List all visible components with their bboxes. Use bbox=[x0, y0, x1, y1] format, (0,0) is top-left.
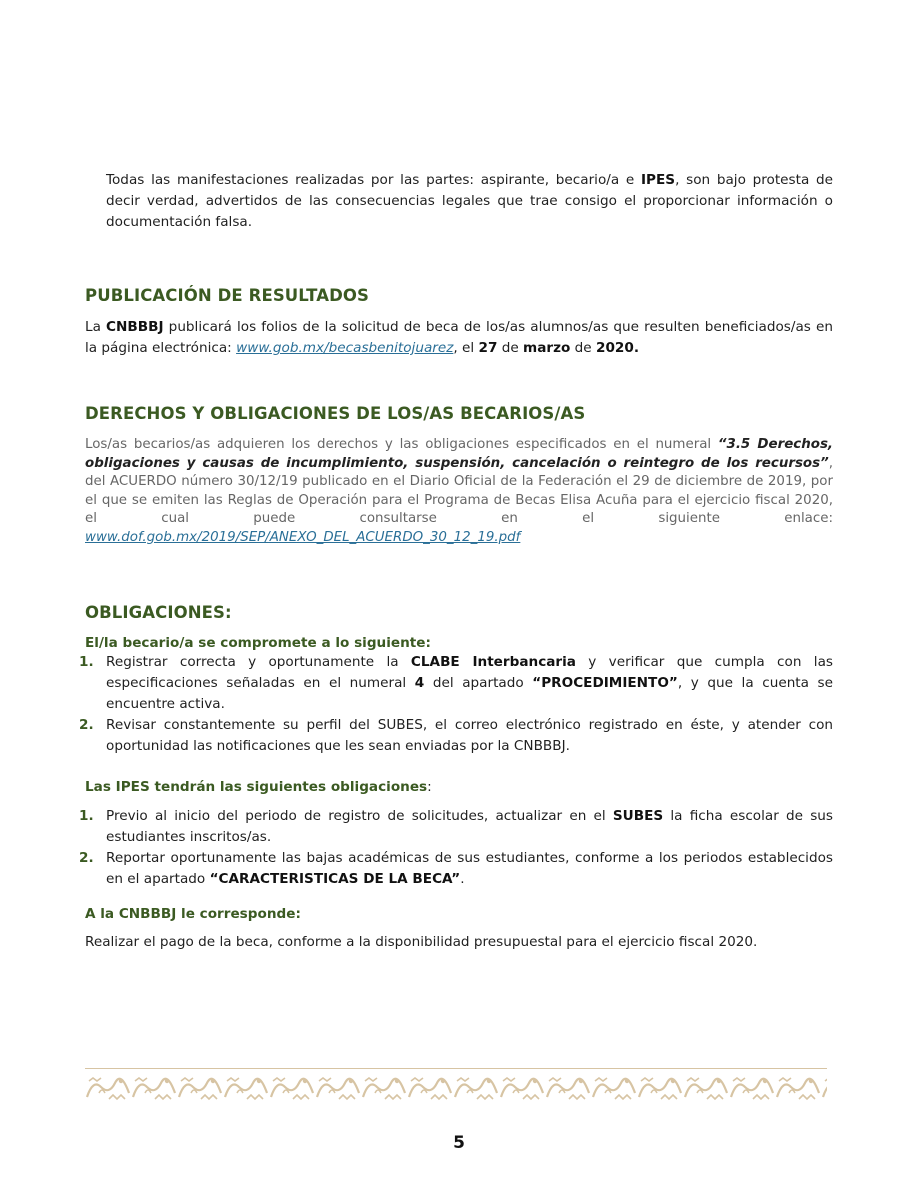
der-numeral: “3.5 Derechos, obligaciones y causas de incumplimiento, suspensión, cancelación o reintegro de los recursos” bbox=[85, 437, 834, 471]
derechos-paragraph bbox=[85, 436, 833, 547]
item-text: y verificar que cumpla con las especificaciones señaladas en el numeral bbox=[106, 654, 833, 691]
item-text: del apartado bbox=[424, 675, 533, 691]
list-number: 2. bbox=[79, 850, 94, 866]
pub-month: marzo bbox=[523, 340, 571, 356]
item-text: la ficha escolar de sus estudiantes inscritos/as. bbox=[106, 808, 834, 845]
cnbbbj-subheading: A la CNBBBJ le corresponde: bbox=[85, 906, 301, 922]
pub-text-1: La bbox=[85, 319, 107, 335]
cnbbbj-paragraph: Realizar el pago de la beca, conforme a la disponibilidad presupuestal para el ejercicio fiscal 2020. bbox=[85, 934, 758, 950]
pub-year: 2020. bbox=[595, 340, 639, 356]
pub-text-8: de bbox=[570, 340, 596, 356]
intro-paragraph bbox=[106, 170, 833, 233]
intro-text-1: Todas las manifestaciones realizadas por las partes: aspirante, becario/a e bbox=[106, 172, 641, 188]
der-text-3: , del ACUERDO número 30/12/19 publicado en el Diario Oficial de la Federación el 29 de diciembre de 2019, por el que se emiten las Reglas de Operación para el Programa de Becas Elisa Acuña para el ejercicio fiscal 2020, el cual puede consultarse en el siguiente enlace: bbox=[85, 455, 833, 526]
der-text-1: Los/as becarios/as adquieren los derechos y las obligaciones especificados en el numeral bbox=[85, 437, 718, 452]
becario-subheading: El/la becario/a se compromete a lo siguiente: bbox=[85, 635, 431, 651]
becario-item-1 bbox=[79, 652, 833, 715]
list-number: 2. bbox=[79, 717, 94, 733]
ipes-subheading bbox=[85, 779, 432, 795]
intro-ipes: IPES bbox=[640, 172, 676, 188]
obligaciones-heading: OBLIGACIONES: bbox=[85, 603, 232, 622]
pub-cnbbbj: CNBBBJ bbox=[106, 319, 164, 335]
becas-link[interactable]: www.gob.mx/becasbenitojuarez bbox=[236, 340, 454, 356]
pub-day: 27 bbox=[478, 340, 498, 356]
subes-bold: SUBES bbox=[612, 808, 664, 824]
item-text: . bbox=[460, 871, 465, 887]
clabe-bold: CLABE Interbancaria bbox=[410, 654, 576, 670]
footer-divider bbox=[85, 1068, 827, 1069]
derechos-heading: DERECHOS Y OBLIGACIONES DE LOS/AS BECARIOS/AS bbox=[85, 404, 586, 423]
ipes-subheading-text: Las IPES tendrán las siguientes obligaciones bbox=[85, 779, 428, 795]
list-number: 1. bbox=[79, 808, 94, 824]
becario-item-2 bbox=[79, 715, 833, 757]
ipes-item-2 bbox=[79, 848, 833, 890]
ipes-colon: : bbox=[427, 779, 432, 795]
dof-link[interactable]: www.dof.gob.mx/2019/SEP/ANEXO_DEL_ACUERDO_30_12_19.pdf bbox=[85, 529, 521, 545]
item-text: Registrar correcta y oportunamente la bbox=[106, 654, 411, 670]
pub-text-3: publicará los folios de la solicitud de beca de los/as alumnos/as que resulten beneficiados/as en la página electrónica: bbox=[85, 319, 833, 356]
item-text: Revisar constantemente su perfil del SUBES, el correo electrónico registrado en éste, y atender con oportunidad las notificaciones que les sean enviadas por la CNBBBJ. bbox=[106, 717, 833, 754]
pub-text-4: , el bbox=[453, 340, 479, 356]
item-text: , y que la cuenta se encuentre activa. bbox=[106, 675, 833, 712]
pub-text-6: de bbox=[497, 340, 524, 356]
decorative-border-pattern bbox=[85, 1075, 827, 1101]
list-number: 1. bbox=[79, 654, 94, 670]
publicacion-heading: PUBLICACIÓN DE RESULTADOS bbox=[85, 286, 370, 305]
ipes-item-1 bbox=[79, 806, 834, 848]
page-number: 5 bbox=[453, 1133, 465, 1153]
publicacion-paragraph bbox=[85, 317, 833, 359]
caracteristicas-bold: “CARACTERISTICAS DE LA BECA” bbox=[209, 871, 461, 887]
item-text: Reportar oportunamente las bajas académicas de sus estudiantes, conforme a los periodos establecidos en el apartado bbox=[106, 850, 833, 887]
numeral-bold: 4 bbox=[414, 675, 425, 691]
procedimiento-bold: “PROCEDIMIENTO” bbox=[532, 675, 678, 691]
intro-text-2: , son bajo protesta de decir verdad, advertidos de las consecuencias legales que trae consigo el proporcionar información o documentación falsa. bbox=[106, 172, 833, 230]
item-text: Previo al inicio del periodo de registro de solicitudes, actualizar en el bbox=[106, 808, 613, 824]
